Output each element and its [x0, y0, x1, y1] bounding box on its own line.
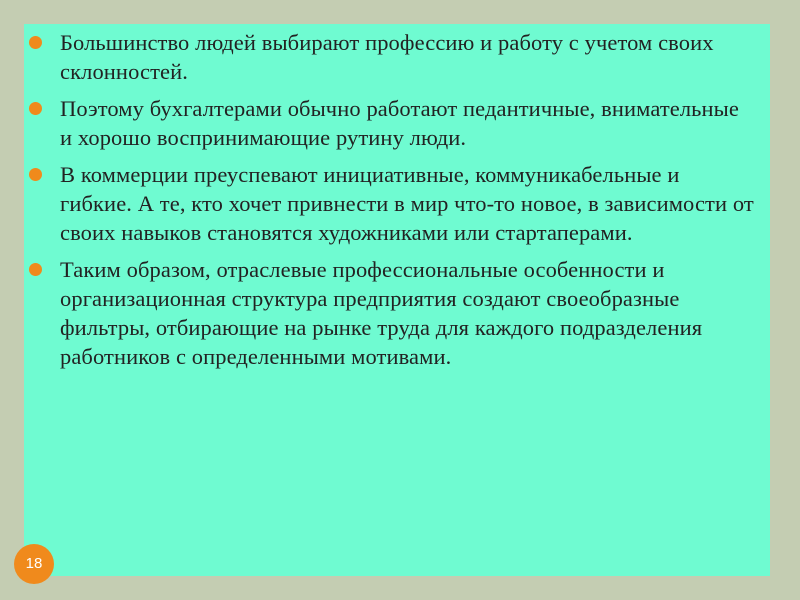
bullet-text: В коммерции преуспевают инициативные, коммуникабельные и гибкие. А те, кто хочет привнести в мир что-то новое, в зависимости от своих навыков становятся художниками или стартаперами.	[60, 162, 754, 245]
page-number-badge: 18	[14, 544, 54, 584]
bullet-dot-icon	[29, 102, 42, 115]
slide-content-panel	[24, 24, 770, 576]
bullet-text: Поэтому бухгалтерами обычно работают педантичные, внимательные и хорошо воспринимающие рутину люди.	[60, 96, 739, 150]
bullet-item-1	[24, 28, 770, 86]
bullet-dot-icon	[29, 263, 42, 276]
bullet-dot-icon	[29, 168, 42, 181]
bullet-dot-icon	[29, 36, 42, 49]
bullet-item-4	[24, 255, 770, 371]
bullet-item-3	[24, 160, 770, 247]
bullet-text: Таким образом, отраслевые профессиональные особенности и организационная структура предприятия создают своеобразные фильтры, отбирающие на рынке труда для каждого подразделения работников с определенными мотивами.	[60, 257, 703, 369]
bullet-text: Большинство людей выбирают профессию и работу с учетом своих склонностей.	[60, 30, 714, 84]
bullet-item-2	[24, 94, 770, 152]
bullet-list	[24, 28, 770, 379]
